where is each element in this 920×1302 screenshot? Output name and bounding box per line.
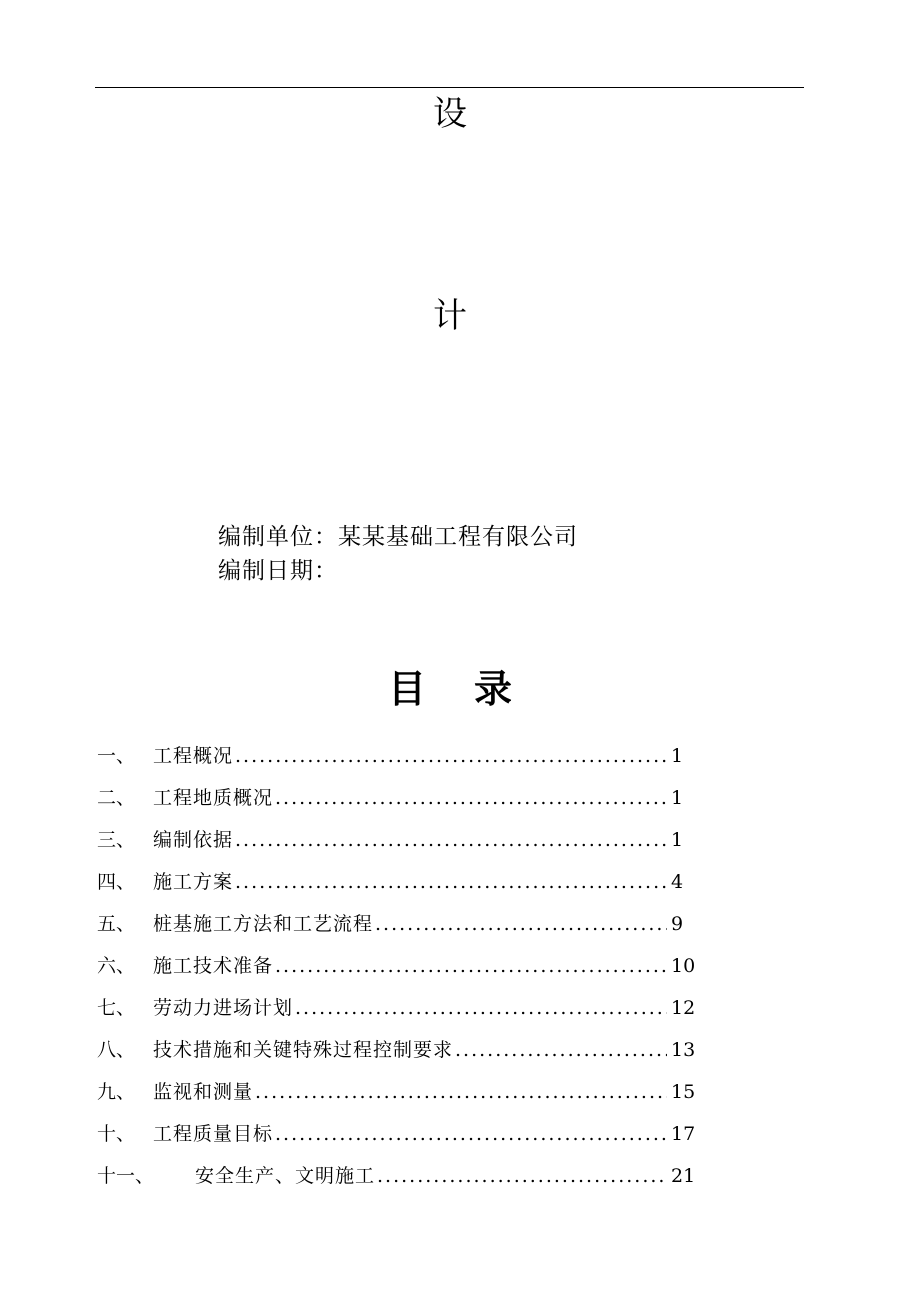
toc-item-number: 十一、 [97,1165,155,1187]
toc-item[interactable] [97,1116,697,1158]
toc-item[interactable] [97,864,697,906]
toc-dot-leader [275,780,667,816]
toc-item-page: 1 [671,787,684,809]
toc-dot-leader [255,1074,667,1110]
toc-item-number: 六、 [97,955,136,977]
toc-item-title: 安全生产、文明施工 [195,1165,376,1187]
toc-heading: 目录 [387,667,560,711]
toc-item-title: 工程概况 [153,745,234,767]
toc-item[interactable] [97,1158,697,1200]
compiling-unit [218,522,578,552]
toc-dot-leader [455,1032,667,1068]
toc-item-title: 工程地质概况 [153,787,274,809]
toc-list [97,738,697,1200]
toc-item-page: 10 [671,955,696,977]
toc-dot-leader [375,906,667,942]
header-rule [95,87,804,88]
toc-item-page: 21 [671,1165,696,1187]
toc-item[interactable] [97,906,697,948]
toc-dot-leader [275,948,667,984]
toc-item-page: 17 [671,1123,696,1145]
toc-item-number: 一、 [97,745,136,767]
toc-item-title: 施工技术准备 [153,955,274,977]
toc-dot-leader [377,1158,667,1194]
toc-item[interactable] [97,1074,697,1116]
toc-item-number: 九、 [97,1081,136,1103]
toc-item-number: 五、 [97,913,136,935]
toc-item-number: 三、 [97,829,136,851]
toc-item[interactable] [97,780,697,822]
toc-item[interactable] [97,738,697,780]
toc-item[interactable] [97,1032,697,1074]
cover-title-char-2: 计 [433,296,467,336]
toc-item-number: 八、 [97,1039,136,1061]
toc-dot-leader [275,1116,667,1152]
toc-dot-leader [235,822,667,858]
toc-dot-leader [295,990,667,1026]
toc-item-page: 4 [671,871,684,893]
toc-item-number: 七、 [97,997,136,1019]
toc-item-number: 二、 [97,787,136,809]
compiling-date-label: 编制日期： [218,558,338,584]
toc-item-page: 1 [671,829,684,851]
toc-item-page: 13 [671,1039,696,1061]
toc-item-number: 十、 [97,1123,136,1145]
toc-item-title: 劳动力进场计划 [153,997,294,1019]
toc-item-page: 15 [671,1081,696,1103]
compiling-unit-label: 编制单位： [218,524,338,550]
toc-dot-leader [235,738,667,774]
cover-title-char-1: 设 [433,94,467,134]
toc-item[interactable] [97,990,697,1032]
toc-item-title: 工程质量目标 [153,1123,274,1145]
toc-item-title: 编制依据 [153,829,234,851]
toc-item-title: 施工方案 [153,871,234,893]
toc-item-page: 12 [671,997,696,1019]
toc-dot-leader [235,864,667,900]
toc-item[interactable] [97,948,697,990]
toc-item-page: 9 [671,913,684,935]
toc-item[interactable] [97,822,697,864]
toc-item-title: 技术措施和关键特殊过程控制要求 [153,1039,454,1061]
toc-item-title: 桩基施工方法和工艺流程 [153,913,374,935]
toc-item-title: 监视和测量 [153,1081,254,1103]
toc-item-page: 1 [671,745,684,767]
compiling-unit-value: 某某基础工程有限公司 [338,524,578,550]
toc-item-number: 四、 [97,871,136,893]
compiling-date [218,556,338,586]
